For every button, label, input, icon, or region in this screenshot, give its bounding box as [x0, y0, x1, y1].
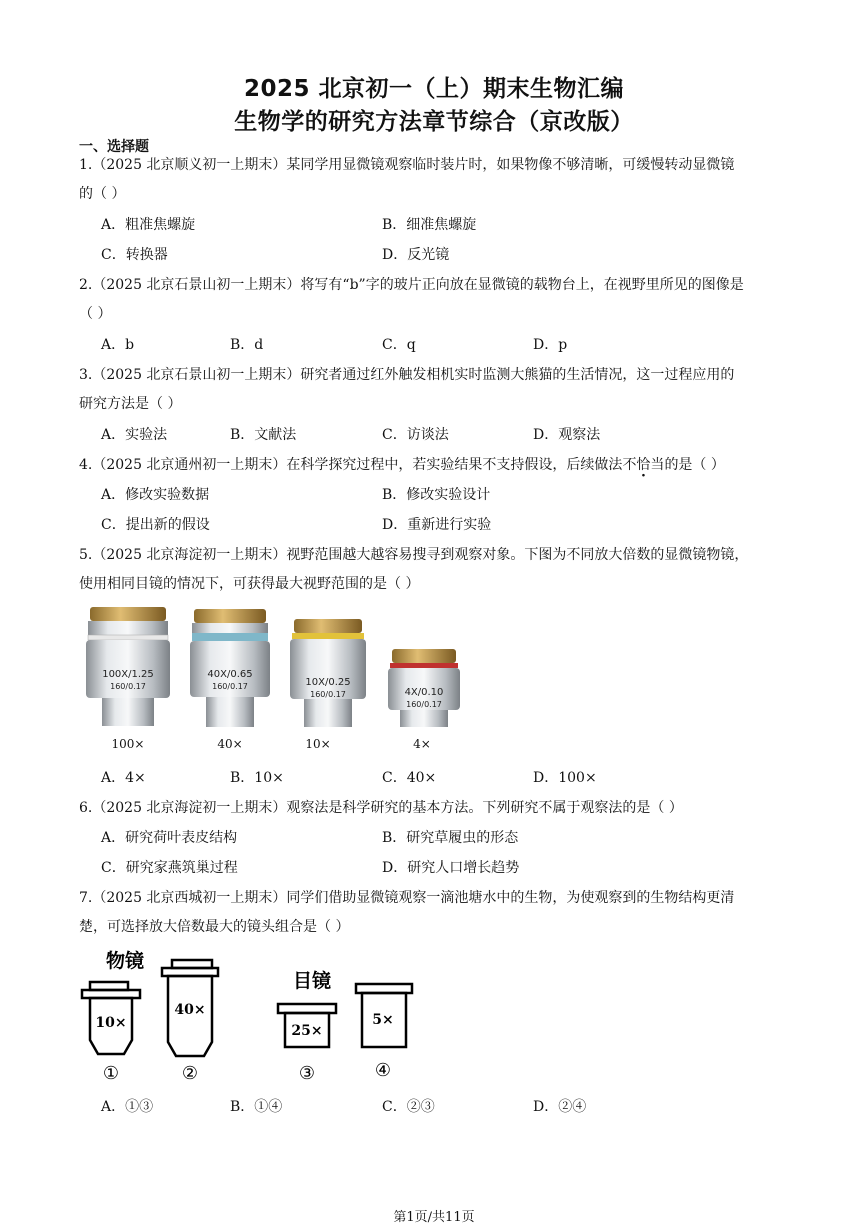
lens2-caption: 40× — [217, 737, 243, 751]
lens4-engrave2: 160/0.17 — [406, 700, 442, 709]
q6-stem-line1: 6.（2025 北京海淀初一上期末）观察法是科学研究的基本方法。下列研究不属于观察法的是（ ） — [79, 800, 683, 816]
q1-option-b[interactable]: B．细准焦螺旋 — [382, 217, 477, 233]
lens4-number: ④ — [374, 1060, 392, 1081]
objective-100x — [86, 607, 170, 726]
lens4-band — [390, 663, 458, 668]
q4-stem-post: 的是（ ） — [664, 457, 725, 473]
q4-stem-emphasis: 不恰当 — [622, 457, 665, 473]
q2-option-d[interactable]: D．p — [533, 337, 568, 353]
page-title-line2: 生物学的研究方法章节综合（京改版） — [234, 109, 634, 135]
q2-option-b[interactable]: B．d — [230, 337, 264, 353]
q6-option-b[interactable]: B．研究草履虫的形态 — [382, 830, 519, 846]
q5-option-b[interactable]: B．10× — [230, 770, 284, 786]
q5-option-d[interactable]: D．100× — [533, 770, 597, 786]
q2-stem-line1: 2.（2025 北京石景山初一上期末）将写有“b”字的玻片正向放在显微镜的载物台上，在视野里所见的图像是 — [79, 277, 744, 293]
objective-lens-photo — [80, 603, 480, 736]
q1-option-d[interactable]: D．反光镜 — [382, 247, 450, 263]
lens1-mag: 10× — [95, 1015, 127, 1031]
lens1-engrave2: 160/0.17 — [110, 682, 146, 691]
lens2-engrave2: 160/0.17 — [212, 682, 248, 691]
lens-combination-diagram — [80, 942, 440, 1084]
q7-option-b[interactable]: B．①④ — [230, 1099, 283, 1115]
q3-stem-line2: 研究方法是（ ） — [79, 396, 182, 412]
q2-option-a[interactable]: A．b — [101, 337, 135, 353]
page-number: 第1页/共11页 — [393, 1210, 475, 1225]
lens2-number: ② — [181, 1063, 199, 1084]
lens3-engrave2: 160/0.17 — [310, 690, 346, 699]
lens3-mag: 25× — [291, 1023, 323, 1039]
q6-option-d[interactable]: D．研究人口增长趋势 — [382, 860, 520, 876]
lens2-band — [192, 633, 268, 641]
section-heading: 一、选择题 — [79, 139, 149, 155]
q5-stem-line1: 5.（2025 北京海淀初一上期末）视野范围越大越容易搜寻到观察对象。下图为不同放大倍数的显微镜物镜， — [79, 547, 749, 563]
q7-option-c[interactable]: C．②③ — [382, 1099, 435, 1115]
q3-option-a[interactable]: A．实验法 — [101, 427, 168, 443]
q1-option-a[interactable]: A．粗准焦螺旋 — [101, 217, 196, 233]
q7-option-a[interactable]: A．①③ — [101, 1099, 154, 1115]
lens1-caption: 100× — [111, 737, 145, 751]
q2-stem-line2: （ ） — [79, 306, 112, 322]
q3-option-d[interactable]: D．观察法 — [533, 427, 601, 443]
lens2-engrave1: 40X/0.65 — [207, 669, 253, 680]
q3-option-c[interactable]: C．访谈法 — [382, 427, 449, 443]
page-title-line1: 2025 北京初一（上）期末生物汇编 — [243, 76, 625, 102]
objective-4x — [388, 649, 460, 727]
lens3-caption: 10× — [305, 737, 331, 751]
lens2-mag: 40× — [174, 1002, 206, 1018]
eyepiece-label: 目镜 — [293, 970, 332, 992]
q3-stem-line1: 3.（2025 北京石景山初一上期末）研究者通过红外触发相机实时监测大熊猫的生活情况，这一过程应用的 — [79, 367, 735, 383]
q1-stem-line2: 的（ ） — [79, 186, 126, 202]
lens4-caption: 4× — [413, 737, 431, 751]
q4-option-c[interactable]: C．提出新的假设 — [101, 517, 210, 533]
q4-option-b[interactable]: B．修改实验设计 — [382, 487, 491, 503]
lens3-band — [292, 633, 364, 639]
q4-stem-pre: 4.（2025 北京通州初一上期末）在科学探究过程中，若实验结果不支持假设，后续做法 — [79, 457, 623, 473]
lens1-band — [88, 635, 168, 640]
objective-40x — [190, 609, 270, 727]
lens4-engrave1: 4X/0.10 — [404, 687, 444, 698]
lens3-number: ③ — [298, 1063, 316, 1084]
q5-stem-line2: 使用相同目镜的情况下，可获得最大视野范围的是（ ） — [79, 576, 420, 592]
lens1-engrave1: 100X/1.25 — [102, 669, 154, 680]
q7-option-d[interactable]: D．②④ — [533, 1099, 587, 1115]
q7-stem-line2: 楚，可选择放大倍数最大的镜头组合是（ ） — [79, 919, 350, 935]
lens3-engrave1: 10X/0.25 — [305, 677, 351, 688]
q5-option-c[interactable]: C．40× — [382, 770, 437, 786]
q2-option-c[interactable]: C．q — [382, 337, 416, 353]
q6-option-a[interactable]: A．研究荷叶表皮结构 — [101, 830, 238, 846]
q6-option-c[interactable]: C．研究家燕筑巢过程 — [101, 860, 238, 876]
q1-stem-line1: 1.（2025 北京顺义初一上期末）某同学用显微镜观察临时装片时，如果物像不够清晰，可缓慢转动显微镜 — [79, 157, 735, 173]
q7-stem-line1: 7.（2025 北京西城初一上期末）同学们借助显微镜观察一滴池塘水中的生物，为使观察到的生物结构更清 — [79, 890, 735, 906]
lens1-number: ① — [102, 1063, 120, 1084]
q4-stem-line1 — [79, 456, 725, 474]
q4-option-d[interactable]: D．重新进行实验 — [382, 517, 492, 533]
objective-label: 物镜 — [106, 950, 145, 972]
q3-option-b[interactable]: B．文献法 — [230, 427, 297, 443]
q5-option-a[interactable]: A．4× — [101, 770, 146, 786]
lens4-mag: 5× — [372, 1012, 394, 1028]
q4-option-a[interactable]: A．修改实验数据 — [101, 487, 210, 503]
objective-10x — [290, 619, 366, 727]
q1-option-c[interactable]: C．转换器 — [101, 247, 168, 263]
